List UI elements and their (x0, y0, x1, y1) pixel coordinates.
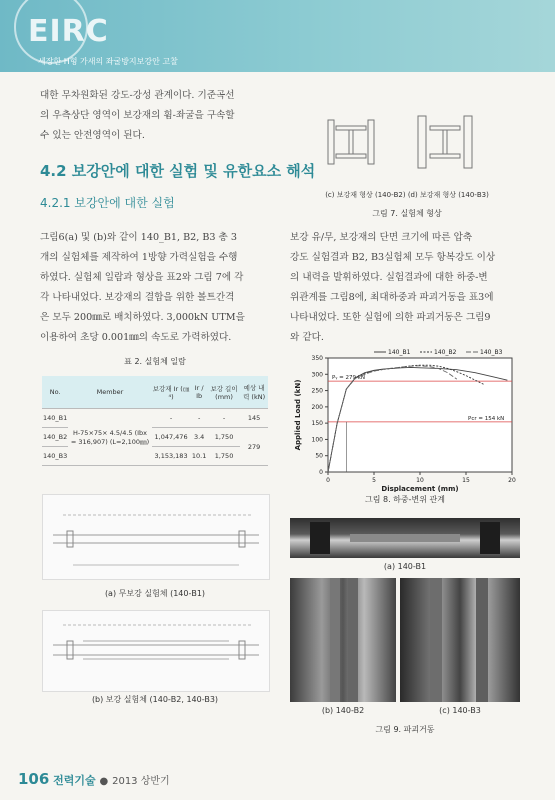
text-line: 하였다. 실험체 일람과 형상을 표2와 그림 7에 각 (40, 272, 244, 283)
fig9a-caption: (a) 140-B1 (383, 562, 427, 571)
text-line: 수 있는 안전영역이 된다. (40, 130, 145, 141)
y-tick-label: 150 (311, 420, 323, 428)
x-tick-label: 5 (372, 477, 376, 484)
fig9b-caption: (b) 140-B2 (321, 706, 365, 715)
table-cell: - (208, 409, 240, 428)
fig8-caption: 그림 8. 하중-변위 관계 (365, 495, 445, 504)
table-header-row (42, 376, 268, 409)
text-line: 대한 무차원화된 강도-강성 관계이다. 기준곡선 (40, 90, 235, 101)
page-footer (18, 770, 170, 788)
photo-140-b2-svg (290, 578, 396, 702)
table-cell: 1,047,476 (152, 428, 191, 447)
footer-bullet: ● (99, 776, 109, 787)
result-paragraph (290, 228, 520, 348)
photo-140-b2 (290, 578, 396, 702)
y-tick-label: 100 (311, 436, 323, 444)
text-line: 보강 유/무, 보강재의 단면 크기에 따른 압축 (290, 232, 473, 243)
table-cell: - (152, 409, 191, 428)
text-line: 각 나타내었다. 보강재의 결합을 위한 볼트간격 (40, 292, 235, 303)
fig7-subcaption: (c) 보강재 형상 (140-B2) (d) 보강재 형상 (140-B3) (325, 191, 489, 199)
issue-label: 2013 상반기 (112, 776, 170, 787)
unreinforced-drawing-svg (43, 495, 269, 579)
table-cell: 140_B2 (42, 428, 68, 447)
section-shapes-svg (300, 96, 514, 186)
text-line: 개의 실험체를 제작하여 1방향 가력실험을 수행 (40, 252, 238, 263)
fig6a-caption: (a) 무보강 실험체 (140-B1) (104, 589, 206, 598)
table-header: Ir / Ib (190, 376, 208, 409)
reinforced-drawing-svg (43, 611, 269, 691)
table-cell: 140_B1 (42, 409, 68, 428)
specimen-table (42, 376, 268, 466)
legend-label: 140_B2 (434, 349, 457, 356)
load-displacement-chart (290, 344, 520, 492)
photo-140-b1 (290, 518, 520, 558)
section-shapes (300, 96, 514, 186)
legend-label: 140_B3 (480, 349, 503, 356)
table-cell: 145 (240, 409, 268, 428)
journal-name: 전력기술 (53, 774, 96, 787)
drawing-reinforced (42, 610, 270, 692)
page-header (0, 0, 555, 72)
page-number: 106 (18, 770, 50, 788)
text-line: 은 모두 200㎜로 배치하였다. 3,000kN UTM을 (40, 312, 245, 323)
table-cell: - (190, 409, 208, 428)
text-line: 그림6(a) 및 (b)와 같이 140_B1, B2, B3 총 3 (40, 232, 237, 243)
table-header: 보강재 Ir (㎝⁴) (152, 376, 191, 409)
fig9-caption: 그림 9. 파괴거동 (375, 725, 435, 734)
legend-label: 140_B1 (388, 349, 411, 356)
table-header: 예상 내력 (kN) (240, 376, 268, 409)
text-line: 이용하여 초당 0.001㎜의 속도로 가력하였다. (40, 332, 232, 343)
section-title: 4.2 보강안에 대한 실험 및 유한요소 해석 (40, 162, 316, 180)
fig9c-caption: (c) 140-B3 (439, 706, 481, 715)
table-row (42, 409, 268, 428)
table-cell: 1,750 (208, 447, 240, 466)
running-title: 세장한 H형 가새의 좌굴방지보강안 고찰 (38, 57, 178, 66)
x-axis-label: Displacement (mm) (381, 485, 459, 492)
photo-140-b3 (400, 578, 520, 702)
y-axis-label: Applied Load (kN) (294, 379, 302, 451)
table-cell: 3,153,183 (152, 447, 191, 466)
table-header: 보강 길이 (mm) (208, 376, 240, 409)
text-line: 와 같다. (290, 332, 324, 343)
y-tick-label: 250 (311, 387, 323, 395)
table-caption: 표 2. 실험체 일람 (124, 357, 186, 366)
text-line: 의 우측상단 영역이 보강재의 휨-좌굴을 구속할 (40, 110, 235, 121)
y-tick-label: 50 (315, 452, 323, 460)
x-tick-label: 15 (462, 477, 470, 484)
table-cell: 1,750 (208, 428, 240, 447)
y-tick-label: 350 (311, 355, 323, 362)
table-header: No. (42, 376, 68, 409)
photo-140-b3-svg (400, 578, 520, 702)
text-line: 나타내었다. 또한 실험에 의한 파괴거동은 그림9 (290, 312, 491, 323)
table-cell: H-75×75× 4.5/4.5 (Ibx = 316,907) (L=2,100㎜) (68, 409, 151, 466)
fig6b-caption: (b) 보강 실험체 (140-B2, 140-B3) (91, 695, 219, 704)
x-tick-label: 0 (326, 477, 330, 484)
y-tick-label: 0 (319, 469, 323, 476)
table-cell: 279 (240, 428, 268, 466)
fig7-caption: 그림 7. 실험체 형상 (372, 209, 442, 218)
text-line: 의 내력을 발휘하였다. 실험결과에 대한 하중-변 (290, 272, 488, 283)
table-cell: 3.4 (190, 428, 208, 447)
y-tick-label: 300 (311, 371, 323, 379)
yield-label: Pᵧ = 279 kN (332, 375, 366, 382)
drawing-unreinforced (42, 494, 270, 580)
journal-logo: EIRC (28, 14, 109, 49)
text-line: 강도 실험결과 B2, B3실험체 모두 항복강도 이상 (290, 252, 496, 263)
table-cell: 140_B3 (42, 447, 68, 466)
table-cell: 10.1 (190, 447, 208, 466)
subsection-title: 4.2.1 보강안에 대한 실험 (40, 196, 175, 210)
buckling-label: Pcr = 154 kN (468, 415, 505, 422)
table-header: Member (68, 376, 151, 409)
y-tick-label: 200 (311, 403, 323, 411)
photo-140-b1-svg (290, 518, 520, 558)
experiment-paragraph (40, 228, 268, 348)
intro-paragraph (40, 86, 266, 146)
text-line: 위관계를 그림8에, 최대하중과 파괴거동을 표3에 (290, 292, 494, 303)
x-tick-label: 10 (416, 477, 424, 484)
x-tick-label: 20 (508, 477, 516, 484)
